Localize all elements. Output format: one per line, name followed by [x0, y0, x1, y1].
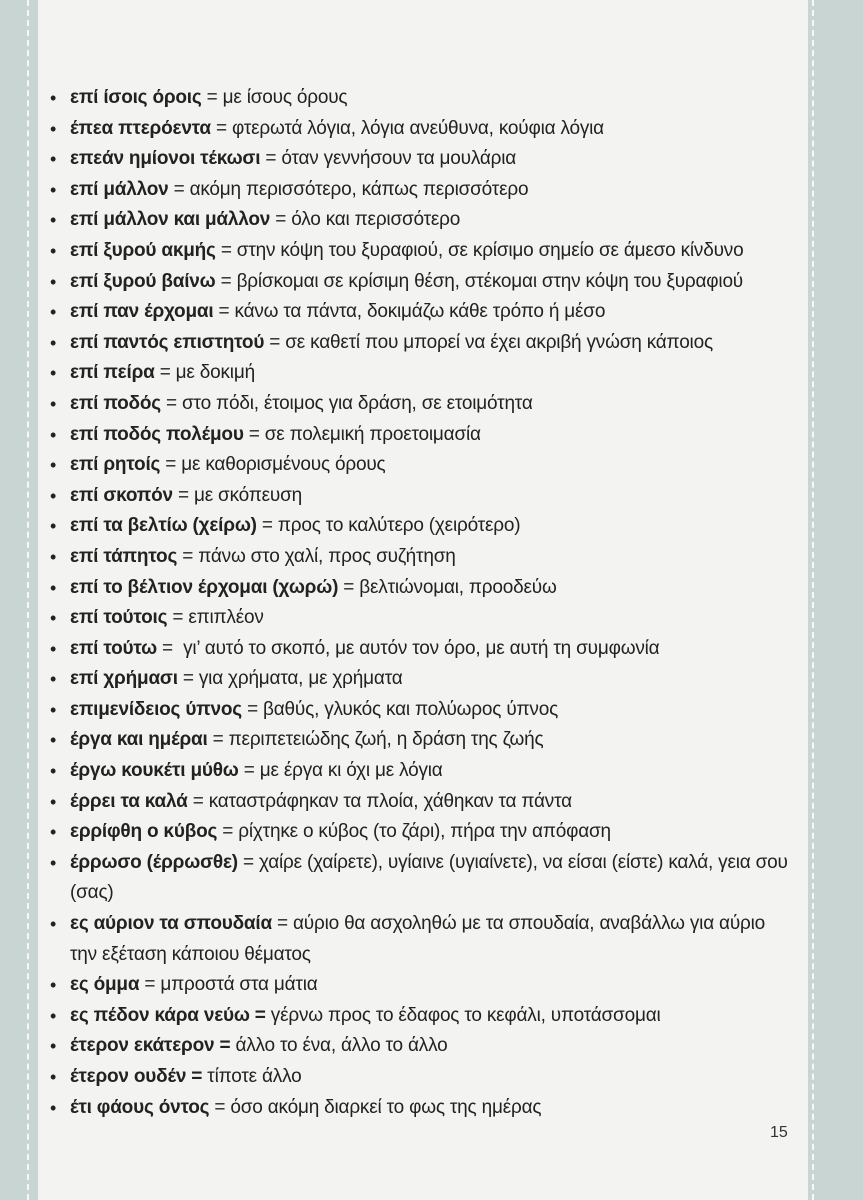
- list-item: [50, 848, 790, 909]
- phrase-definition: μπροστά στα μάτια: [160, 974, 318, 996]
- list-item: [50, 175, 790, 206]
- phrase-term: επί παν έρχομαι: [70, 301, 214, 323]
- bullet-icon: •: [50, 393, 57, 414]
- phrase-definition: με σκόπευση: [193, 484, 303, 506]
- phrase-term: έτερον εκάτερον =: [70, 1035, 231, 1057]
- phrase-definition: κάνω τα πάντα, δοκιμάζω κάθε τρόπο ή μέσο: [234, 301, 606, 323]
- list-item: [50, 205, 790, 236]
- bullet-icon: •: [50, 546, 57, 567]
- bullet-icon: •: [50, 1067, 57, 1087]
- phrase-term: επί το βέλτιον έρχομαι (χωρώ): [70, 576, 339, 598]
- phrase-list: [50, 83, 790, 1123]
- bullet-icon: •: [50, 638, 57, 659]
- phrase-separator: =: [256, 515, 278, 537]
- phrase-term: επί μάλλον: [70, 178, 169, 200]
- phrase-definition: καταστράφηκαν τα πλοία, χάθηκαν τα πάντα: [208, 790, 572, 812]
- phrase-separator: =: [154, 362, 176, 384]
- list-item: [50, 695, 790, 726]
- phrase-definition: για χρήματα, με χρήματα: [198, 668, 403, 690]
- phrase-term: επί ξυρού ακμής: [70, 239, 216, 261]
- list-item: [50, 787, 790, 818]
- phrase-definition: γι’ αυτό το σκοπό, με αυτόν τον όρο, με αυτή τη συμφωνία: [183, 637, 660, 659]
- phrase-definition: στο πόδι, έτοιμος για δράση, σε ετοιμότητα: [182, 392, 533, 414]
- phrase-separator: =: [156, 637, 184, 659]
- list-item: [50, 328, 790, 359]
- phrase-term: επί ποδός πολέμου: [70, 423, 244, 445]
- bullet-icon: •: [50, 822, 57, 843]
- phrase-term: έτι φάους όντος: [70, 1096, 210, 1118]
- list-item: [50, 144, 790, 175]
- phrase-term: ες αύριον τα σπουδαία: [70, 913, 272, 935]
- phrase-separator: =: [237, 851, 259, 873]
- bullet-icon: •: [50, 455, 57, 476]
- bullet-icon: •: [50, 608, 57, 629]
- list-item: [50, 267, 790, 298]
- bullet-icon: •: [50, 1005, 57, 1026]
- phrase-definition: ακόμη περισσότερο, κάπως περισσότερο: [189, 178, 529, 200]
- page-number: 15: [770, 1124, 788, 1141]
- phrase-separator: =: [241, 698, 264, 720]
- bullet-icon: •: [50, 118, 57, 139]
- bullet-icon: •: [50, 332, 57, 353]
- phrase-definition: βαθύς, γλυκός και πολύωρος ύπνος: [263, 698, 559, 720]
- phrase-term: επί τούτοις: [70, 607, 168, 629]
- phrase-definition: με δοκιμή: [175, 362, 255, 384]
- phrase-term: επί σκοπόν: [70, 484, 173, 506]
- bullet-icon: •: [50, 699, 57, 720]
- bullet-icon: •: [50, 791, 57, 812]
- phrase-definition: γέρνω προς το έδαφος το κεφάλι, υποτάσσομαι: [270, 1004, 661, 1026]
- list-item: [50, 970, 790, 1001]
- bullet-icon: •: [50, 577, 57, 598]
- phrase-separator: =: [177, 668, 199, 690]
- list-item: [50, 389, 790, 420]
- bullet-icon: •: [50, 669, 57, 690]
- bullet-icon: •: [50, 363, 57, 384]
- phrase-definition: όταν γεννήσουν τα μουλάρια: [281, 148, 517, 170]
- right-stitch-decoration: [812, 0, 814, 1200]
- bullet-icon: •: [50, 210, 57, 231]
- bullet-icon: •: [50, 730, 57, 751]
- phrase-term: επί μάλλον και μάλλον: [70, 209, 271, 231]
- list-item: [50, 83, 790, 114]
- phrase-definition: τίποτε άλλο: [207, 1066, 302, 1087]
- phrase-definition: όλο και περισσότερο: [291, 209, 461, 231]
- bullet-icon: •: [50, 516, 57, 537]
- phrase-definition: στην κόψη του ξυραφιού, σε κρίσιμο σημείο σε άμεσο κίνδυνο: [236, 239, 744, 261]
- phrase-separator: =: [201, 87, 223, 108]
- phrase-term: επί πείρα: [70, 362, 155, 384]
- phrase-term: έρρωσο (έρρωσθε): [70, 851, 238, 873]
- phrase-separator: =: [260, 148, 282, 170]
- phrase-term: επί χρήμασι: [70, 668, 178, 690]
- phrase-separator: =: [160, 454, 182, 476]
- phrase-definition: βελτιώνομαι, προοδεύω: [359, 576, 557, 598]
- phrase-definition: σε καθετί που μπορεί να έχει ακριβή γνώση κάποιος: [285, 331, 713, 353]
- list-item: [50, 573, 790, 604]
- phrase-definition: με καθορισμένους όρους: [181, 454, 386, 476]
- phrase-separator: =: [243, 423, 265, 445]
- phrase-definition: ρίχτηκε ο κύβος (το ζάρι), πήρα την απόφαση: [238, 821, 611, 843]
- phrase-definition: όσο ακόμη διαρκεί το φως της ημέρας: [230, 1096, 542, 1118]
- phrase-definition: επιπλέον: [188, 607, 264, 629]
- list-item: [50, 634, 790, 665]
- phrase-separator: =: [209, 1096, 231, 1118]
- phrase-definition: περιπετειώδης ζωή, η δράση της ζωής: [228, 729, 544, 751]
- phrase-separator: =: [210, 117, 232, 139]
- phrase-definition: φτερωτά λόγια, λόγια ανεύθυνα, κούφια λόγια: [231, 117, 604, 139]
- left-stitch-decoration: [27, 0, 29, 1200]
- phrase-term: επί ποδός: [70, 392, 161, 414]
- phrase-separator: =: [270, 209, 292, 231]
- phrase-term: έτερον ουδέν =: [70, 1066, 203, 1087]
- phrase-term: έπεα πτερόεντα: [70, 117, 211, 139]
- list-item: [50, 909, 790, 970]
- phrase-term: επί ίσοις όροις: [70, 87, 202, 108]
- list-item: [50, 1093, 790, 1124]
- list-item: [50, 1031, 790, 1062]
- phrase-separator: =: [213, 301, 235, 323]
- phrase-term: έργα και ημέραι: [70, 729, 208, 751]
- phrase-separator: =: [238, 760, 260, 782]
- phrase-separator: =: [187, 790, 209, 812]
- list-item: [50, 542, 790, 573]
- phrase-separator: =: [168, 178, 190, 200]
- list-item: [50, 603, 790, 634]
- phrase-term: επί ξυρού βαίνω: [70, 270, 216, 292]
- bullet-icon: •: [50, 88, 57, 108]
- phrase-term: ερρίφθη ο κύβος: [70, 821, 218, 843]
- phrase-term: ες όμμα: [70, 974, 140, 996]
- phrase-separator: =: [271, 913, 294, 935]
- bullet-icon: •: [50, 914, 57, 935]
- phrase-term: έργω κουκέτι μύθω: [70, 760, 239, 782]
- bullet-icon: •: [50, 179, 57, 200]
- phrase-definition: με έργα κι όχι με λόγια: [259, 760, 443, 782]
- phrase-term: επί τάπητος: [70, 545, 178, 567]
- phrase-definition: χαίρε (χαίρετε), υγίαινε (υγιαίνετε), να είσαι (είστε) καλά, γεια σου (σας): [70, 851, 788, 904]
- phrase-definition: σε πολεμική προετοιμασία: [264, 423, 481, 445]
- list-item: [50, 236, 790, 267]
- phrase-separator: =: [160, 392, 183, 414]
- list-item: [50, 420, 790, 451]
- bullet-icon: •: [50, 240, 57, 261]
- bullet-icon: •: [50, 424, 57, 445]
- phrase-separator: =: [167, 607, 189, 629]
- bullet-icon: •: [50, 852, 57, 873]
- phrase-definition: με ίσους όρους: [222, 87, 348, 108]
- bullet-icon: •: [50, 302, 57, 323]
- phrase-term: επί τα βελτίω (χείρω): [70, 515, 257, 537]
- phrase-definition: βρίσκομαι σε κρίσιμη θέση, στέκομαι στην κόψη του ξυραφιού: [236, 270, 743, 292]
- list-item: [50, 114, 790, 145]
- list-item: [50, 450, 790, 481]
- phrase-separator: =: [264, 331, 286, 353]
- phrase-definition: προς το καλύτερο (χειρότερο): [277, 515, 521, 537]
- bullet-icon: •: [50, 149, 57, 170]
- phrase-definition: πάνω στο χαλί, προς συζήτηση: [198, 545, 456, 567]
- phrase-separator: =: [215, 239, 237, 261]
- phrase-separator: =: [139, 974, 161, 996]
- list-item: [50, 358, 790, 389]
- bullet-icon: •: [50, 485, 57, 506]
- bullet-icon: •: [50, 761, 57, 782]
- phrase-definition: άλλο το ένα, άλλο το άλλο: [235, 1035, 448, 1057]
- list-item: [50, 511, 790, 542]
- bullet-icon: •: [50, 271, 57, 292]
- bullet-icon: •: [50, 1097, 57, 1118]
- phrase-separator: =: [217, 821, 239, 843]
- bullet-icon: •: [50, 975, 57, 996]
- list-item: [50, 664, 790, 695]
- phrase-term: έρρει τα καλά: [70, 790, 188, 812]
- phrase-definition: αύριο θα ασχοληθώ με τα σπουδαία, αναβάλλω για αύριο την εξέταση κάποιου θέματος: [70, 913, 766, 965]
- list-item: [50, 725, 790, 756]
- phrase-separator: =: [215, 270, 237, 292]
- list-item: [50, 1062, 790, 1093]
- phrase-separator: =: [338, 576, 360, 598]
- phrase-term: επιμενίδειος ύπνος: [70, 698, 242, 720]
- phrase-term: ες πέδον κάρα νεύω =: [70, 1004, 266, 1026]
- phrase-separator: =: [177, 545, 199, 567]
- phrase-term: επί ρητοίς: [70, 454, 161, 476]
- phrase-term: επεάν ημίονοι τέκωσι: [70, 148, 261, 170]
- phrase-term: επί παντός επιστητού: [70, 331, 265, 353]
- list-item: [50, 756, 790, 787]
- list-item: [50, 817, 790, 848]
- bullet-icon: •: [50, 1036, 57, 1057]
- list-item: [50, 297, 790, 328]
- list-item: [50, 481, 790, 512]
- list-item: [50, 1001, 790, 1032]
- phrase-separator: =: [172, 484, 194, 506]
- phrase-term: επί τούτω: [70, 637, 157, 659]
- phrase-separator: =: [207, 729, 229, 751]
